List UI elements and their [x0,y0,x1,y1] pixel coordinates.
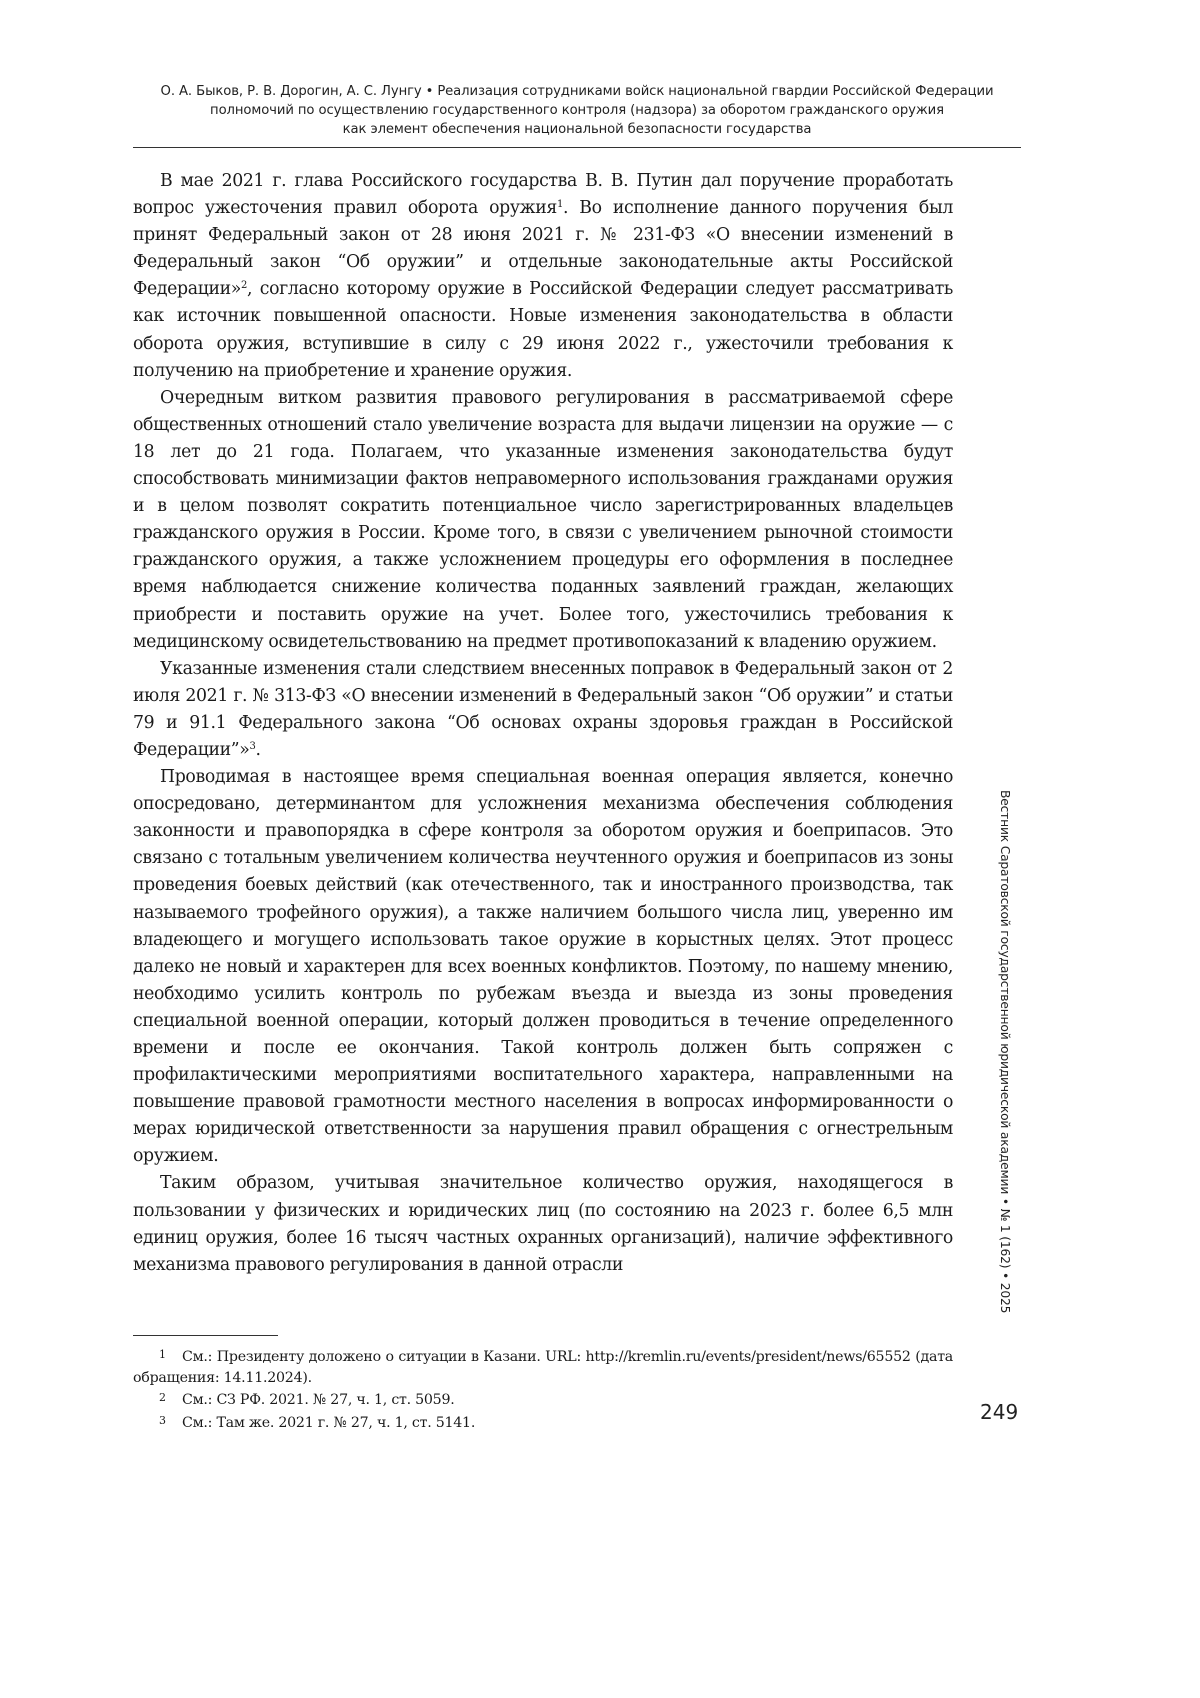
header-title-line-2: полномочий по осуществлению государственного контроля (надзора) за оборотом гражданского оружия [133,101,1021,120]
footnote-text-3: См.: Там же. 2021 г. № 27, ч. 1, ст. 5141. [182,1415,475,1431]
paragraph-1-text-b: . Во исполнение данного пору­чения был принят Федеральный закон от 28 июня 2021 г. № 231-ФЗ «О внесении изменений в Федеральный закон “Об оружии” и отдельные законодательные акты Российской Федерации» [133,198,953,299]
footnote-2 [133,1388,953,1411]
header-title-line-3: как элемент обеспечения национальной безопасности государства [133,120,1021,139]
footnote-1 [133,1345,953,1388]
paragraph-1-text-c: , согласно которому оружие в Российской Федерации следует рассматривать как источник повышенной опасности. Новые изменения законодательства в области оборота оружия, вступившие в силу с 29 июня 2022 г., ужесточили требования к получению на приобретение и хранение оружия. [133,279,953,380]
footnote-number-2: 2 [159,1388,182,1409]
side-running-title-wrap [985,790,1025,1290]
paragraph-2: Очередным витком развития правового регулирования в рассматриваемой сфере общественных отношений стало увеличение возраста для выдачи ли­цензии на оружие — с 18 лет до 21 года. Полагаем, что указанные изменения законодательства будут способствовать минимизации фактов неправомерного использования гражданами оружия и в целом позволят сократить потенциальное число зарегистрированных владельцев гражданского оружия в России. Кроме того, в связи с увеличением рыночной стоимости гражданского оружия, а также усложнением процедуры его оформления в последнее время наблюдается сни­жение количества поданных заявлений граждан, желающих приобрести и по­ставить оружие на учет. Более того, ужесточились требования к медицинскому освидетельствованию на предмет противопоказаний к владению оружием. [133,385,953,656]
running-header [133,82,1021,139]
footnotes [133,1345,953,1433]
article-body [133,168,953,1279]
paragraph-4: Проводимая в настоящее время специальная военная операция является, конечно опосредовано, детерминантом для усложнения механизма обеспечения соблюдения законности и правопорядка в сфере контроля за оборотом оружия и боеприпасов. Это связано с тотальным увеличением количества неучтенного оружия и боеприпасов из зоны проведения боевых действий (как отечественного, так и иностранного производства, так называемого трофейного оружия), а также наличием большого числа лиц, уверенно им владеющего и могущего использовать такое оружие в корыстных целях. Этот процесс далеко не новый и характерен для всех военных конфликтов. Поэтому, по нашему мнению, необходимо усилить контроль по рубежам въезда и выезда из зоны проведения специальной военной операции, который должен проводиться в течение определенного времени и по­сле ее окончания. Такой контроль должен быть сопряжен с профилактическими мероприятиями воспитательного характера, направленными на повышение правовой грамотности местного населения в вопросах информированности о мерах юридической ответственности за нарушения правил обращения с огне­стрельным оружием. [133,764,953,1170]
footnote-text-2: См.: СЗ РФ. 2021. № 27, ч. 1, ст. 5059. [182,1392,455,1408]
footnote-ref-3: 3 [250,741,256,752]
paragraph-1 [133,168,953,385]
paragraph-5: Таким образом, учитывая значительное количество оружия, находящегося в пользовании у физических и юридических лиц (по состоянию на 2023 г. бо­лее 6,5 млн единиц оружия, более 16 тысяч частных охранных организаций), наличие эффективного механизма правового регулирования в данной отрасли [133,1170,953,1278]
paragraph-1-text-a: В мае 2021 г. глава Российского государства В. В. Путин дал поручение прорабо­тать вопрос ужесточения правил оборота оружия [133,171,953,218]
footnote-number-1: 1 [159,1345,182,1366]
footnote-number-3: 3 [159,1411,182,1432]
header-title-line-1: Реализация сотрудниками войск национальной гвардии Российской Федерации [437,84,993,99]
footnote-ref-2: 2 [241,280,247,291]
footnote-divider [133,1335,278,1336]
footnote-3 [133,1411,953,1434]
footnote-ref-1: 1 [557,199,563,210]
header-separator: • [426,84,434,99]
footnote-text-1: См.: Президенту доложено о ситуации в Казани. URL: http://kremlin.ru/events/president/news/65552 (дата обращения: 14.11.2024). [133,1349,953,1386]
header-divider [133,147,1021,148]
header-line-1 [133,82,1021,101]
paragraph-3-text-a: Указанные изменения стали следствием внесенных поправок в Федеральный закон от 2 июля 2021 г. № 313-ФЗ «О внесении изменений в Федеральный закон “Об оружии” и статьи 79 и 91.1 Федерального закона “Об основах охраны здоровья граждан в Российской Федерации”» [133,659,953,760]
header-authors: О. А. Быков, Р. В. Дорогин, А. С. Лунгу [161,84,422,99]
paragraph-3-text-b: . [256,740,261,760]
paragraph-3 [133,656,953,764]
page-number: 249 [980,1400,1018,1424]
side-running-title: Вестник Саратовской государственной юридической академии • № 1 (162) • 2025 [996,790,1014,1290]
